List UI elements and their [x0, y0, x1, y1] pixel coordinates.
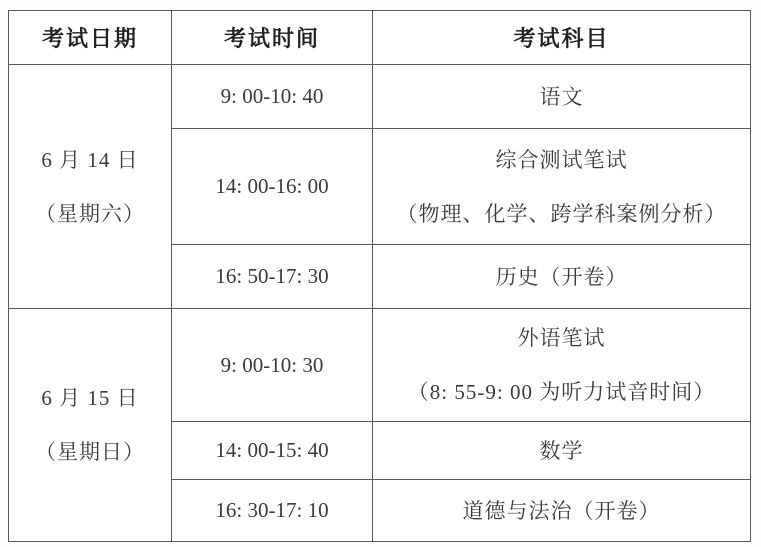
table-row	[9, 309, 751, 422]
subject-cell	[373, 245, 751, 309]
date-stack	[9, 146, 171, 228]
subject-name: 数学	[539, 438, 584, 463]
time-cell: 16: 50-17: 30	[172, 245, 373, 309]
header-exam-time: 考试时间	[172, 11, 373, 65]
subject-name: 道德与法治（开卷）	[462, 498, 661, 523]
subject-cell	[373, 480, 751, 542]
date-stack	[9, 384, 171, 466]
subject-name: 外语笔试	[517, 326, 606, 350]
subject-stack	[373, 497, 750, 525]
time-cell: 9: 00-10: 40	[172, 65, 373, 129]
weekday-text: （星期六）	[35, 201, 145, 226]
subject-note: （8: 55-9: 00 为听力试音时间）	[407, 380, 716, 404]
subject-cell	[373, 129, 751, 245]
time-cell: 9: 00-10: 30	[172, 309, 373, 422]
exam-schedule-table	[8, 10, 751, 542]
subject-stack	[373, 437, 750, 465]
header-exam-subject: 考试科目	[373, 11, 751, 65]
subject-cell	[373, 65, 751, 129]
date-text: 6 月 14 日	[41, 147, 139, 172]
subject-stack	[373, 324, 750, 406]
subject-stack	[373, 146, 750, 228]
subject-cell	[373, 309, 751, 422]
subject-name: 历史（开卷）	[495, 264, 628, 289]
subject-stack	[373, 263, 750, 291]
subject-name: 综合测试笔试	[495, 147, 628, 172]
subject-note: （物理、化学、跨学科案例分析）	[396, 201, 727, 226]
header-exam-date: 考试日期	[9, 11, 172, 65]
subject-name: 语文	[539, 84, 584, 109]
weekday-text: （星期日）	[35, 440, 145, 464]
subject-cell	[373, 422, 751, 480]
subject-stack	[373, 83, 750, 111]
time-cell: 16: 30-17: 10	[172, 480, 373, 542]
header-row	[9, 11, 751, 65]
date-cell-day1	[9, 65, 172, 309]
time-cell: 14: 00-15: 40	[172, 422, 373, 480]
date-cell-day2	[9, 309, 172, 542]
time-cell: 14: 00-16: 00	[172, 129, 373, 245]
date-text: 6 月 15 日	[41, 386, 139, 410]
table-row	[9, 65, 751, 129]
